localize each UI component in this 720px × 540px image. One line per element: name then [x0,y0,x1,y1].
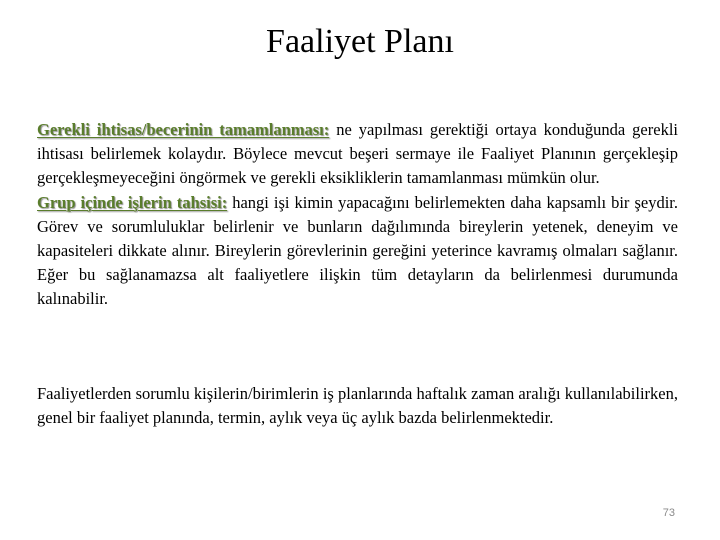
page-number: 73 [662,507,675,519]
term-skills: Gerekli ihtisas/becerinin tamamlanması: [37,120,330,139]
paragraph-task-allocation-text: hangi işi kimin yapacağını belirlemekten daha kapsamlı bir şeydir. Görev ve sorumluluklar belirlenir ve bunların dağılımında bireylerin yetenek, deneyim ve kapasiteleri dikkate alınır. Bireylerin görevlerinin gereğini yeterince kavramış olmaları sağlanır. Eğer bu sağlanamazsa alt faaliyetlere ilişkin tüm detayların da belirlenmesi durumunda kalınabilir. [37,192,678,309]
paragraph-skills-text: ne yapılması gerektiği ortaya konduğunda gerekli ihtisası belirlemek kolaydır. Böylece mevcut beşeri sermaye ile Faaliyet Planının gerçekleşip gerçekleşmeyeceğini öngörmek ve gerekli eksikliklerin tamamlanması mümkün olur. [37,120,678,188]
slide-title: Faaliyet Planı [266,23,454,60]
slide-body-bottom [37,382,678,430]
slide-body-top [37,118,678,312]
paragraph-schedule: Faaliyetlerden sorumlu kişilerin/birimlerin iş planlarında haftalık zaman aralığı kullanılabilirken, genel bir faaliyet planında, termin, aylık veya üç aylık bazda belirlenmektedir. [37,384,678,428]
term-task-allocation: Grup içinde işlerin tahsisi: [37,192,228,212]
paragraph-skills [37,118,678,191]
paragraph-task-allocation [37,191,678,312]
